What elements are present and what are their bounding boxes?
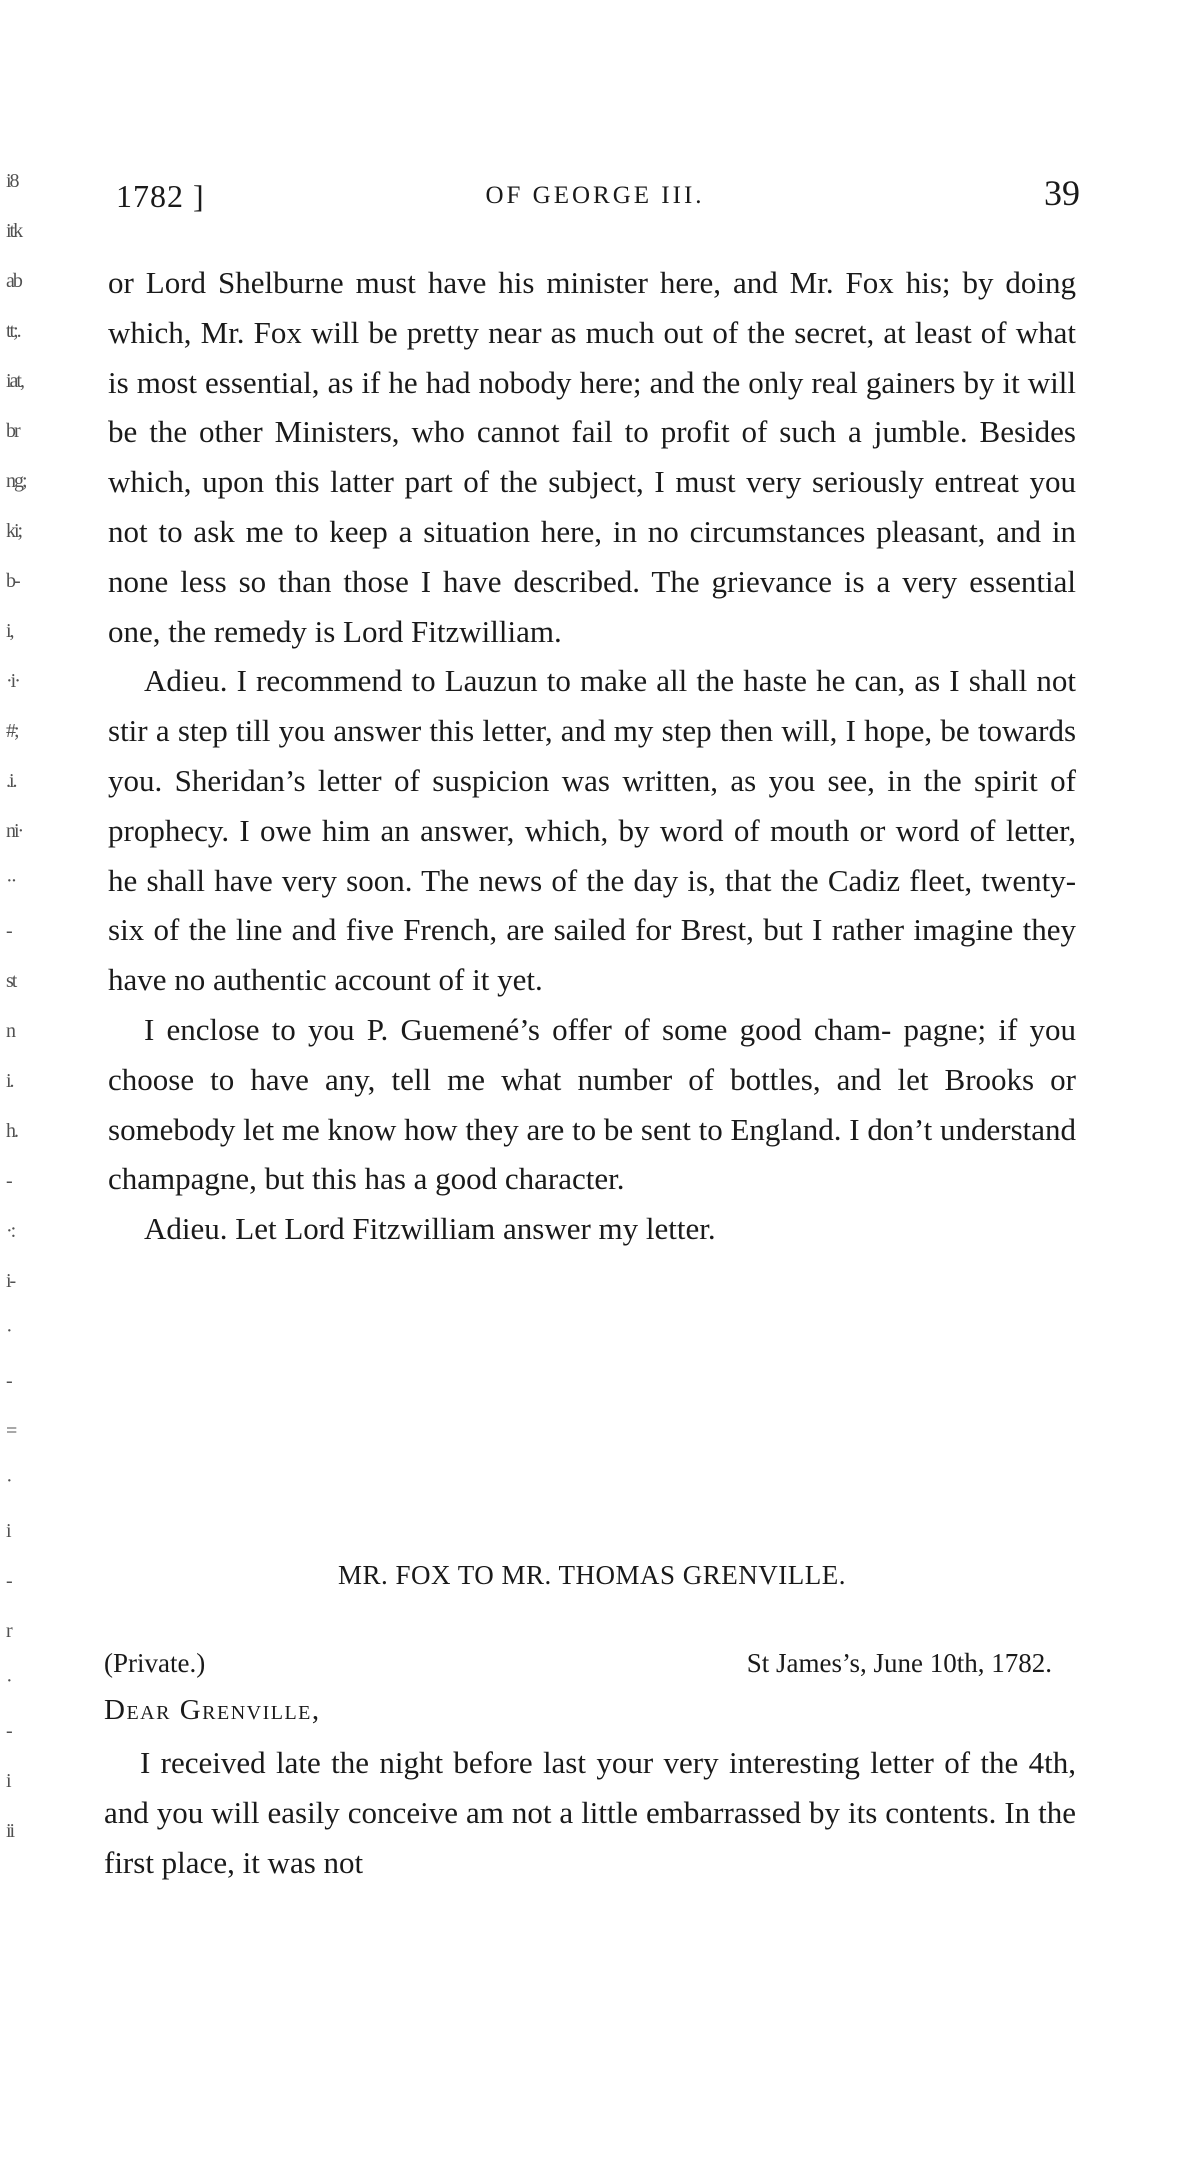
bleed-mark: ni· [6, 820, 23, 842]
bleed-mark: · [6, 1670, 11, 1692]
bleed-mark: #; [6, 720, 18, 742]
bleed-mark: b- [6, 570, 19, 592]
text-line: Cadiz fleet, twenty-six of the line and five French, are sailed for [108, 862, 1077, 948]
text-line: to be sent to England. I don’t understand champagne, but [108, 1111, 1077, 1197]
bleed-mark: - [6, 920, 11, 942]
text-line: Brest, but I rather imagine they have no authentic account of [108, 912, 1076, 998]
text-line: step then will, I hope, be towards you. Sheridan’s letter of [108, 713, 1077, 798]
dateline-private-note: (Private.) [104, 1648, 206, 1678]
salutation: Dear Grenville, [104, 1694, 321, 1726]
text-line: Adieu. I recommend to Lauzun to make all the haste he [144, 663, 846, 699]
facing-page-bleed [0, 170, 60, 1970]
bleed-mark: ng; [6, 470, 26, 492]
bleed-mark: n [6, 1020, 14, 1042]
bleed-mark: ii [6, 1820, 14, 1842]
bleed-mark: - [6, 1570, 11, 1592]
bleed-mark: i [6, 1770, 10, 1792]
letter-heading: MR. FOX TO MR. THOMAS GRENVILLE. [337, 1560, 847, 1590]
bleed-mark: i8 [6, 170, 18, 192]
running-head-year: 1782 ] [116, 178, 205, 214]
bleed-mark: ab [6, 270, 21, 292]
text-line: Lord Fitzwilliam. [343, 613, 562, 649]
paragraph [108, 656, 1076, 1005]
bleed-mark: i- [6, 1270, 15, 1292]
text-line: he shall have very soon. The news of the day is, that the [108, 862, 819, 898]
bleed-mark: ·: [6, 1220, 15, 1242]
paragraph [108, 1204, 1076, 1254]
page-number: 39 [1044, 173, 1080, 213]
bleed-mark: - [6, 1720, 11, 1742]
text-line: I received late the night before last your very interesting [140, 1745, 860, 1780]
bleed-mark: = [6, 1420, 16, 1442]
bleed-mark: - [6, 1370, 11, 1392]
text-line: owe him an answer, which, by word of mouth or word of letter, [260, 812, 1077, 848]
text-line: can, as I shall not stir a step till you answer this letter, and my [108, 663, 1076, 749]
bleed-mark: ki; [6, 520, 22, 542]
text-line: nobody here; and the only real gainers by it will be the other [108, 364, 1077, 450]
text-line: suspicion was written, as you see, in the spirit of prophecy. I [108, 762, 1076, 848]
text-line: pagne; if you choose to have any, tell me what number of [108, 1011, 1076, 1097]
text-line: Adieu. Let Lord Fitzwilliam answer my letter. [144, 1211, 716, 1247]
letter-body [104, 1738, 1076, 1888]
text-line: entreat you not to ask me to keep a situation here, in no [108, 464, 1076, 549]
bleed-mark: i [6, 1520, 10, 1542]
bleed-mark: st [6, 970, 16, 992]
text-line: letter of the 4th, and you will easily conceive am not a little [104, 1745, 1076, 1830]
bleed-mark: ·i· [6, 670, 19, 692]
text-line: it yet. [472, 962, 543, 998]
bleed-mark: · [6, 1470, 11, 1492]
text-line: of the secret, at least of what is most essential, as if he had [108, 314, 1077, 400]
text-line: his; by doing which, Mr. Fox will be pretty near as much out [108, 265, 1077, 350]
bleed-mark: br [6, 420, 19, 442]
text-line: Ministers, who cannot fail to profit of such a jumble. Besides [274, 414, 1076, 450]
bleed-mark: tt;. [6, 320, 20, 342]
bleed-mark: iat, [6, 370, 23, 392]
text-line: this has a good character. [312, 1161, 625, 1197]
letter-continuation [108, 258, 1076, 1254]
bleed-mark: - [6, 1170, 11, 1192]
bleed-mark: · [6, 1320, 11, 1342]
bleed-mark: i, [6, 620, 13, 642]
paragraph [108, 1005, 1076, 1204]
paragraph [104, 1738, 1076, 1888]
bleed-mark: itk [6, 220, 22, 242]
text-line: embarrassed by its contents. In the first place, it was not [104, 1795, 1077, 1880]
text-line: I enclose to you P. Guemené’s offer of some good cham- [144, 1011, 892, 1047]
text-line: or Lord Shelburne must have his minister here, and Mr. Fox [108, 265, 894, 300]
dateline-place-date: St James’s, June 10th, 1782. [746, 1648, 1052, 1678]
text-line: described. The grievance is a very essential one, the remedy is [108, 563, 1076, 649]
text-line: bottles, and let Brooks or somebody let me know how they are [108, 1061, 1077, 1147]
bleed-mark: ·· [6, 870, 16, 892]
bleed-mark: .i. [6, 770, 16, 792]
bleed-mark: i. [6, 1070, 13, 1092]
bleed-mark: h. [6, 1120, 17, 1142]
paragraph [108, 258, 1076, 656]
text-line: circumstances pleasant, and in none less so than those I have [108, 513, 1077, 599]
text-line: which, upon this latter part of the subject, I must very seriously [108, 464, 924, 500]
running-head-title: OF GEORGE III. [485, 182, 705, 209]
bleed-mark: r [6, 1620, 11, 1642]
running-head [110, 170, 1080, 220]
